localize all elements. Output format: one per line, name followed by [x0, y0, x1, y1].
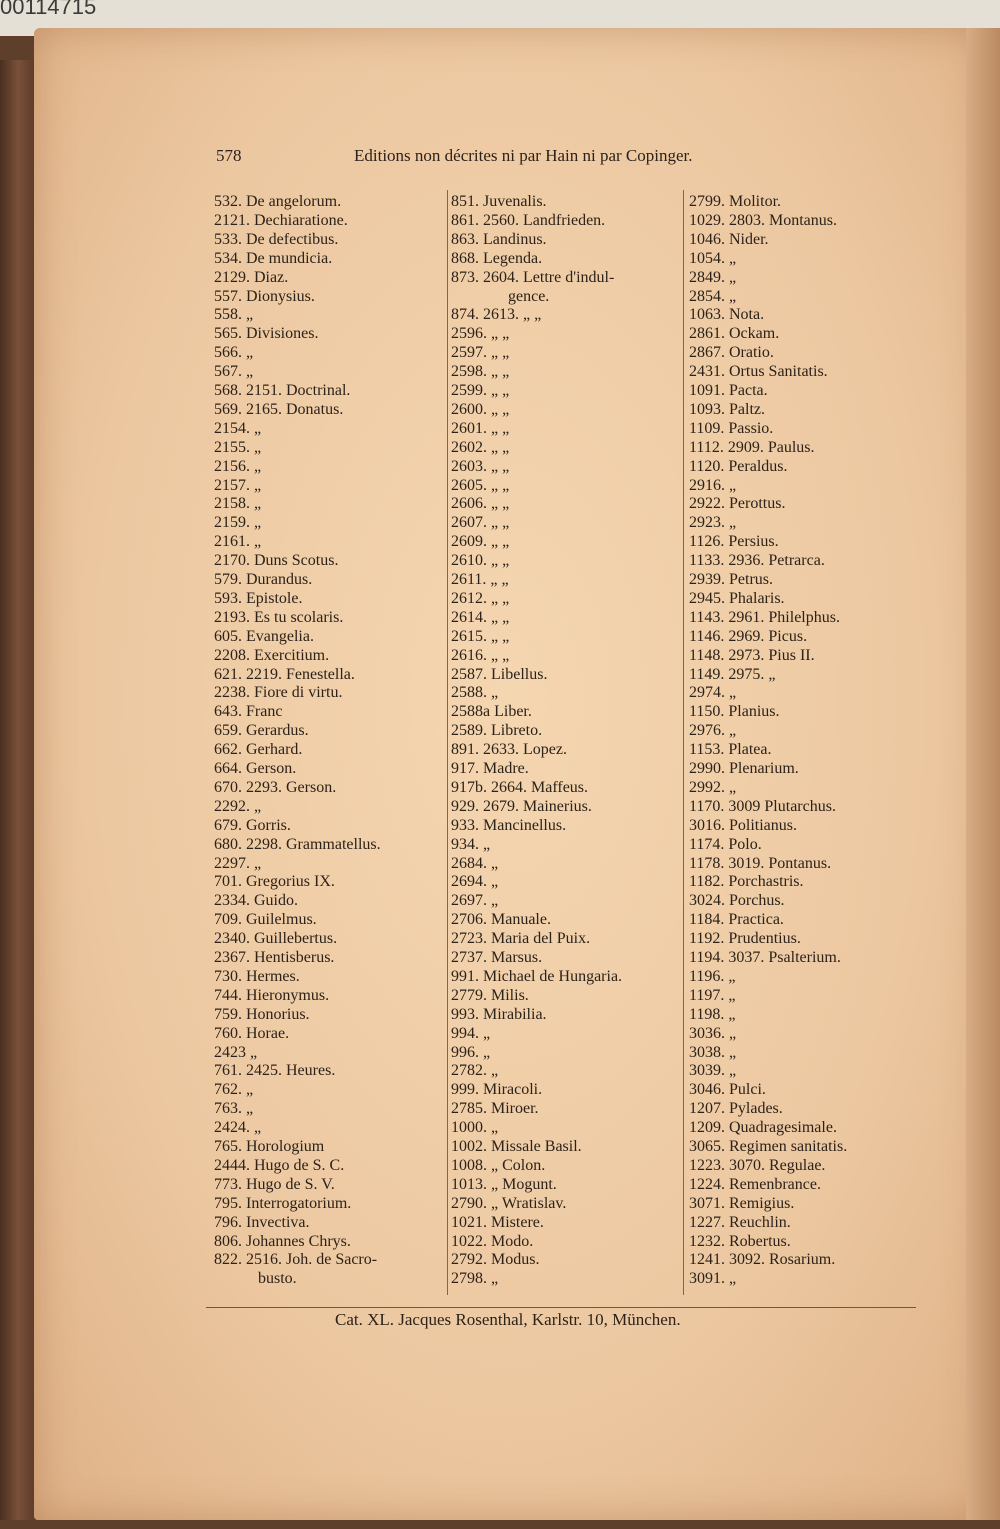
- index-entry: 2706. Manuale.: [451, 911, 551, 928]
- index-entry: 2615. „ „: [451, 628, 510, 645]
- index-entry: 2161. „: [214, 533, 262, 550]
- index-entry: 873. 2604. Lettre d'indul-: [451, 269, 615, 286]
- index-entry: 1207. Pylades.: [689, 1100, 783, 1117]
- index-entry: 795. Interrogatorium.: [214, 1195, 352, 1212]
- index-entry: 709. Guilelmus.: [214, 911, 317, 928]
- index-entry: 2431. Ortus Sanitatis.: [689, 363, 828, 380]
- index-entry: 2157. „: [214, 477, 262, 494]
- index-entry: 868. Legenda.: [451, 250, 543, 267]
- index-entry: 1209. Quadragesimale.: [689, 1119, 837, 1136]
- index-entry: 1013. „ Mogunt.: [451, 1176, 557, 1193]
- index-entry: 773. Hugo de S. V.: [214, 1176, 335, 1193]
- index-entry: 999. Miracoli.: [451, 1081, 543, 1098]
- index-entry: 2684. „: [451, 855, 499, 872]
- index-entry: 2922. Perottus.: [689, 495, 786, 512]
- index-entry: 662. Gerhard.: [214, 741, 303, 758]
- index-entry: 2444. Hugo de S. C.: [214, 1157, 345, 1174]
- index-entry: 2588. „: [451, 684, 499, 701]
- index-entry: 1063. Nota.: [689, 306, 765, 323]
- footer-rule: [206, 1307, 916, 1308]
- index-entry: 2785. Miroer.: [451, 1100, 539, 1117]
- index-entry: 2598. „ „: [451, 363, 510, 380]
- running-title: Editions non décrites ni par Hain ni par Copinger.: [354, 146, 693, 165]
- index-entry: 1170. 3009 Plutarchus.: [689, 798, 836, 815]
- index-entry: 2612. „ „: [451, 590, 510, 607]
- index-entry: 861. 2560. Landfrieden.: [451, 212, 606, 229]
- index-entry: 744. Hieronymus.: [214, 987, 330, 1004]
- index-entry: 2155. „: [214, 439, 262, 456]
- index-entry: 1197. „: [689, 987, 736, 1004]
- index-entry: 2605. „ „: [451, 477, 510, 494]
- index-entry: 2694. „: [451, 873, 499, 890]
- index-entry: 1022. Modo.: [451, 1233, 534, 1250]
- index-entry: 2596. „ „: [451, 325, 510, 342]
- index-entry: 1120. Peraldus.: [689, 458, 788, 475]
- index-entry: 1143. 2961. Philelphus.: [689, 609, 840, 626]
- index-entry: 621. 2219. Fenestella.: [214, 666, 355, 683]
- index-entry: 994. „: [451, 1025, 491, 1042]
- index-entry: 567. „: [214, 363, 254, 380]
- index-entry: 851. Juvenalis.: [451, 193, 547, 210]
- index-entry: 2159. „: [214, 514, 262, 531]
- index-entry: 2297. „: [214, 855, 262, 872]
- index-entry: 1112. 2909. Paulus.: [689, 439, 815, 456]
- index-entry: 565. Divisiones.: [214, 325, 319, 342]
- index-entry: 1109. Passio.: [689, 420, 774, 437]
- index-entry: 2976. „: [689, 722, 737, 739]
- index-entry: 1091. Pacta.: [689, 382, 768, 399]
- index-entry: 2779. Milis.: [451, 987, 529, 1004]
- column-divider-right: [683, 190, 684, 1295]
- index-entry: 1150. Planius.: [689, 703, 780, 720]
- index-entry: 3036. „: [689, 1025, 737, 1042]
- index-entry: 806. Johannes Chrys.: [214, 1233, 351, 1250]
- index-entry: 2129. Diaz.: [214, 269, 289, 286]
- index-entry: 579. Durandus.: [214, 571, 313, 588]
- index-entry: 759. Honorius.: [214, 1006, 310, 1023]
- index-entry: 2170. Duns Scotus.: [214, 552, 339, 569]
- index-entry: 1008. „ Colon.: [451, 1157, 546, 1174]
- index-entry: 2340. Guillebertus.: [214, 930, 338, 947]
- index-entry: 568. 2151. Doctrinal.: [214, 382, 351, 399]
- index-entry: 2974. „: [689, 684, 737, 701]
- index-entry: 2588a Liber.: [451, 703, 532, 720]
- index-entry: 1178. 3019. Pontanus.: [689, 855, 832, 872]
- index-entry: 2939. Petrus.: [689, 571, 773, 588]
- index-entry: 874. 2613. „ „: [451, 306, 542, 323]
- index-entry: 2158. „: [214, 495, 262, 512]
- column-divider-left: [447, 190, 448, 1295]
- index-entry: 2597. „ „: [451, 344, 510, 361]
- index-entry: 2945. Phalaris.: [689, 590, 785, 607]
- scan-id-label: 00114715: [0, 0, 97, 19]
- index-entry: 2723. Maria del Puix.: [451, 930, 591, 947]
- index-entry: 2916. „: [689, 477, 737, 494]
- index-entry: 1046. Nider.: [689, 231, 769, 248]
- index-entry: 2611. „ „: [451, 571, 509, 588]
- index-entry: 1093. Paltz.: [689, 401, 765, 418]
- index-entry: 1224. Remenbrance.: [689, 1176, 821, 1193]
- index-entry: 2423 „: [214, 1044, 258, 1061]
- index-entry: 1000. „: [451, 1119, 499, 1136]
- index-entry: 2792. Modus.: [451, 1251, 540, 1268]
- index-entry: 2156. „: [214, 458, 262, 475]
- index-entry: 2602. „ „: [451, 439, 510, 456]
- index-entry: 2610. „ „: [451, 552, 510, 569]
- index-entry: 763. „: [214, 1100, 254, 1117]
- index-entry: 2121. Dechiaratione.: [214, 212, 348, 229]
- index-entry: 1182. Porchastris.: [689, 873, 804, 890]
- index-entry: 1149. 2975. „: [689, 666, 776, 683]
- index-entry: 1174. Polo.: [689, 836, 762, 853]
- index-entry: 643. Franc: [214, 703, 283, 720]
- index-entry: 991. Michael de Hungaria.: [451, 968, 623, 985]
- index-entry: 1021. Mistere.: [451, 1214, 544, 1231]
- index-entry: 2193. Es tu scolaris.: [214, 609, 344, 626]
- index-entry: 993. Mirabilia.: [451, 1006, 547, 1023]
- index-entry: 933. Mancinellus.: [451, 817, 567, 834]
- index-entry: 557. Dionysius.: [214, 288, 315, 305]
- index-entry: 1198. „: [689, 1006, 736, 1023]
- index-entry: 2990. Plenarium.: [689, 760, 799, 777]
- index-entry: 569. 2165. Donatus.: [214, 401, 344, 418]
- index-entry: 2697. „: [451, 892, 499, 909]
- index-entry: 532. De angelorum.: [214, 193, 342, 210]
- index-entry: 730. Hermes.: [214, 968, 300, 985]
- index-entry: 2606. „ „: [451, 495, 510, 512]
- index-entry: 2799. Molitor.: [689, 193, 782, 210]
- index-entry: 1241. 3092. Rosarium.: [689, 1251, 836, 1268]
- index-entry: 2854. „: [689, 288, 737, 305]
- index-entry: 566. „: [214, 344, 254, 361]
- index-entry: 701. Gregorius IX.: [214, 873, 335, 890]
- index-entry: 2603. „ „: [451, 458, 510, 475]
- index-entry: 1223. 3070. Regulae.: [689, 1157, 826, 1174]
- index-entry: 934. „: [451, 836, 491, 853]
- index-entry: 1184. Practica.: [689, 911, 784, 928]
- index-entry: 534. De mundicia.: [214, 250, 333, 267]
- index-entry: 2424. „: [214, 1119, 262, 1136]
- index-entry: 760. Horae.: [214, 1025, 290, 1042]
- index-entry: 664. Gerson.: [214, 760, 297, 777]
- index-entry: 3071. Remigius.: [689, 1195, 795, 1212]
- index-entry: 2782. „: [451, 1062, 499, 1079]
- index-entry: 3065. Regimen sanitatis.: [689, 1138, 848, 1155]
- index-entry: busto.: [258, 1270, 297, 1287]
- index-entry: 761. 2425. Heures.: [214, 1062, 336, 1079]
- index-entry: 2607. „ „: [451, 514, 510, 531]
- index-entry: 3016. Politianus.: [689, 817, 798, 834]
- index-entry: 2790. „ Wratislav.: [451, 1195, 567, 1212]
- index-entry: 2737. Marsus.: [451, 949, 543, 966]
- page-edges: [966, 28, 1000, 1520]
- index-entry: 2992. „: [689, 779, 737, 796]
- index-entry: 996. „: [451, 1044, 491, 1061]
- index-entry: 822. 2516. Joh. de Sacro-: [214, 1251, 378, 1268]
- page-number: 578: [216, 146, 242, 165]
- index-entry: 2238. Fiore di virtu.: [214, 684, 343, 701]
- index-entry: 2334. Guido.: [214, 892, 298, 909]
- index-entry: 1126. Persius.: [689, 533, 779, 550]
- index-entry: 796. Invectiva.: [214, 1214, 310, 1231]
- index-entry: gence.: [508, 288, 550, 305]
- index-entry: 2367. Hentisberus.: [214, 949, 335, 966]
- index-entry: 929. 2679. Mainerius.: [451, 798, 592, 815]
- index-entry: 2923. „: [689, 514, 737, 531]
- index-entry: 2867. Oratio.: [689, 344, 774, 361]
- index-entry: 3039. „: [689, 1062, 737, 1079]
- index-entry: 1192. Prudentius.: [689, 930, 801, 947]
- catalogue-footer: Cat. XL. Jacques Rosenthal, Karlstr. 10, München.: [335, 1310, 681, 1329]
- index-entry: 2849. „: [689, 269, 737, 286]
- index-entry: 2599. „ „: [451, 382, 510, 399]
- index-entry: 670. 2293. Gerson.: [214, 779, 337, 796]
- index-entry: 1146. 2969. Picus.: [689, 628, 808, 645]
- book-spine-edge: [0, 60, 36, 1520]
- index-entry: 765. Horologium: [214, 1138, 325, 1155]
- index-entry: 2292. „: [214, 798, 262, 815]
- index-entry: 558. „: [214, 306, 254, 323]
- index-entry: 3038. „: [689, 1044, 737, 1061]
- index-entry: 2616. „ „: [451, 647, 510, 664]
- index-entry: 2601. „ „: [451, 420, 510, 437]
- index-entry: 2154. „: [214, 420, 262, 437]
- index-entry: 605. Evangelia.: [214, 628, 314, 645]
- index-entry: 762. „: [214, 1081, 254, 1098]
- index-entry: 1227. Reuchlin.: [689, 1214, 791, 1231]
- index-entry: 863. Landinus.: [451, 231, 547, 248]
- index-entry: 659. Gerardus.: [214, 722, 309, 739]
- index-entry: 2600. „ „: [451, 401, 510, 418]
- index-entry: 1029. 2803. Montanus.: [689, 212, 837, 229]
- index-entry: 679. Gorris.: [214, 817, 291, 834]
- index-entry: 917. Madre.: [451, 760, 529, 777]
- index-entry: 1133. 2936. Petrarca.: [689, 552, 825, 569]
- index-entry: 891. 2633. Lopez.: [451, 741, 567, 758]
- index-entry: 2861. Ockam.: [689, 325, 780, 342]
- index-entry: 917b. 2664. Maffeus.: [451, 779, 589, 796]
- index-entry: 680. 2298. Grammatellus.: [214, 836, 381, 853]
- index-entry: 1232. Robertus.: [689, 1233, 791, 1250]
- index-entry: 1054. „: [689, 250, 737, 267]
- index-entry: 3091. „: [689, 1270, 737, 1287]
- index-entry: 3024. Porchus.: [689, 892, 785, 909]
- index-entry: 3046. Pulci.: [689, 1081, 766, 1098]
- index-entry: 2587. Libellus.: [451, 666, 548, 683]
- index-entry: 1196. „: [689, 968, 736, 985]
- index-entry: 2208. Exercitium.: [214, 647, 330, 664]
- index-entry: 593. Epistole.: [214, 590, 303, 607]
- index-entry: 1194. 3037. Psalterium.: [689, 949, 841, 966]
- index-entry: 2589. Libreto.: [451, 722, 543, 739]
- index-entry: 2798. „: [451, 1270, 499, 1287]
- index-entry: 1148. 2973. Pius II.: [689, 647, 815, 664]
- index-entry: 2609. „ „: [451, 533, 510, 550]
- index-entry: 533. De defectibus.: [214, 231, 339, 248]
- index-entry: 1153. Platea.: [689, 741, 772, 758]
- index-entry: 1002. Missale Basil.: [451, 1138, 582, 1155]
- index-entry: 2614. „ „: [451, 609, 510, 626]
